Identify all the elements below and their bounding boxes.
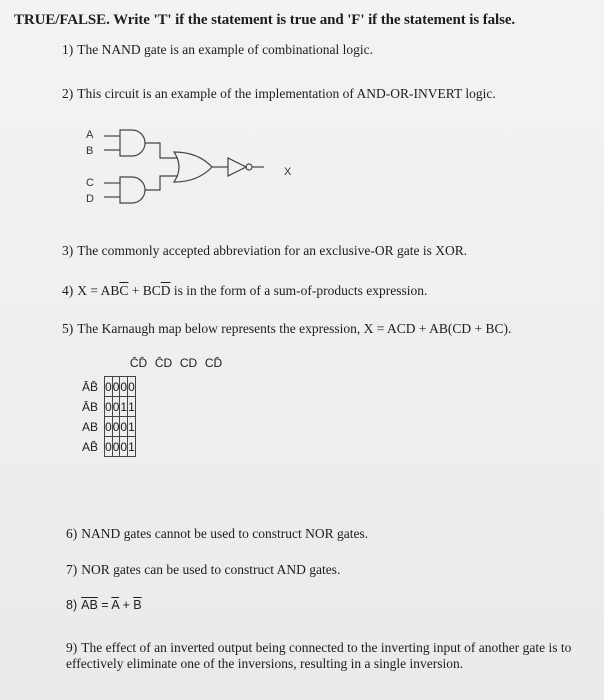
- question-3: [62, 243, 467, 259]
- question-7: [66, 562, 340, 578]
- or-gate: [174, 152, 212, 182]
- question-number: 6): [66, 526, 78, 541]
- wire-and1-or: [145, 143, 178, 158]
- kmap-cell: 0: [128, 377, 136, 397]
- nand-term: $\overline{AB}$: [81, 598, 98, 612]
- question-1: [62, 42, 373, 58]
- kmap-row-header: AB: [82, 419, 99, 434]
- question-text: The commonly accepted abbreviation for an exclusive-OR gate is XOR.: [77, 243, 468, 258]
- input-label-b: B: [86, 145, 94, 157]
- wire-and2-or: [145, 176, 178, 190]
- question-8: [66, 598, 142, 612]
- question-text: NOR gates can be used to construct AND gates.: [81, 562, 341, 577]
- expression-middle: + BC: [128, 283, 161, 298]
- inverter-gate: [228, 158, 246, 176]
- kmap-row-header: AB̄: [82, 439, 99, 454]
- kmap-grid: [82, 376, 136, 457]
- input-label-c: C: [86, 177, 94, 189]
- input-label-d: D: [86, 193, 94, 205]
- kmap-cell: 0: [120, 437, 128, 457]
- kmap-row-header: ĀB: [82, 399, 99, 414]
- kmap-col-header: CD̄: [204, 356, 223, 370]
- and-gate-2: [120, 177, 145, 203]
- kmap-row: [82, 377, 135, 397]
- and-gate-1: [120, 130, 145, 156]
- kmap-cell: 0: [112, 397, 120, 417]
- question-number: 9): [66, 640, 78, 655]
- a-complement: $\overline{A}$: [111, 598, 120, 612]
- question-2: [62, 86, 496, 102]
- question-text: This circuit is an example of the implementation of AND-OR-INVERT logic.: [77, 86, 496, 101]
- question-6: [66, 526, 368, 542]
- kmap-row: [82, 417, 135, 437]
- question-text: NAND gates cannot be used to construct NOR gates.: [81, 526, 369, 541]
- plus-sign: +: [119, 598, 134, 612]
- question-number: 1): [62, 42, 74, 57]
- kmap-cell: 1: [120, 397, 128, 417]
- kmap-cell: 0: [112, 437, 120, 457]
- kmap-cell: 0: [120, 377, 128, 397]
- question-number: 5): [62, 321, 74, 336]
- d-complement: $\overline{D}$: [160, 283, 171, 298]
- question-9: [66, 640, 586, 672]
- kmap-row-header: ĀB̄: [82, 379, 99, 394]
- kmap-col-header: C̄D: [154, 356, 173, 370]
- kmap-cell: 0: [112, 377, 120, 397]
- b-complement: $\overline{B}$: [133, 598, 142, 612]
- kmap-row: [82, 437, 135, 457]
- kmap-cell: 0: [105, 377, 113, 397]
- question-number: 8): [66, 598, 78, 612]
- kmap-col-header: C̄D̄: [129, 356, 148, 370]
- kmap-cell: 0: [105, 437, 113, 457]
- question-4: [62, 283, 427, 299]
- c-complement: $\overline{C}$: [119, 283, 129, 298]
- kmap-cell: 0: [112, 417, 120, 437]
- equals-sign: =: [97, 598, 112, 612]
- question-text: The NAND gate is an example of combinational logic.: [77, 42, 374, 57]
- kmap-cell: 0: [120, 417, 128, 437]
- kmap-cell: 0: [105, 397, 113, 417]
- kmap-cell: 1: [128, 397, 136, 417]
- question-number: 4): [62, 283, 74, 298]
- question-text: The Karnaugh map below represents the expression, X = ACD + AB(CD + BC).: [77, 321, 512, 336]
- question-number: 7): [66, 562, 78, 577]
- section-title: TRUE/FALSE. Write 'T' if the statement is true and 'F' if the statement is false.: [14, 12, 516, 28]
- question-5: [62, 321, 511, 337]
- kmap-cell: 0: [105, 417, 113, 437]
- kmap-row: [82, 397, 135, 417]
- kmap-cell: 1: [128, 437, 136, 457]
- aoi-circuit-diagram: [80, 120, 310, 220]
- question-text: is in the form of a sum-of-products expression.: [170, 283, 428, 298]
- kmap-cell: 1: [128, 417, 136, 437]
- input-label-a: A: [86, 129, 94, 141]
- question-number: 2): [62, 86, 74, 101]
- question-number: 3): [62, 243, 74, 258]
- expression-prefix: X = AB: [77, 283, 120, 298]
- kmap-col-header: CD: [179, 356, 198, 370]
- kmap-column-headers: [126, 356, 226, 370]
- question-text: The effect of an inverted output being connected to the inverting input of another gate is to effectively eliminate one of the inversions, resulting in a single inversion.: [66, 640, 572, 671]
- output-label-x: X: [284, 166, 292, 178]
